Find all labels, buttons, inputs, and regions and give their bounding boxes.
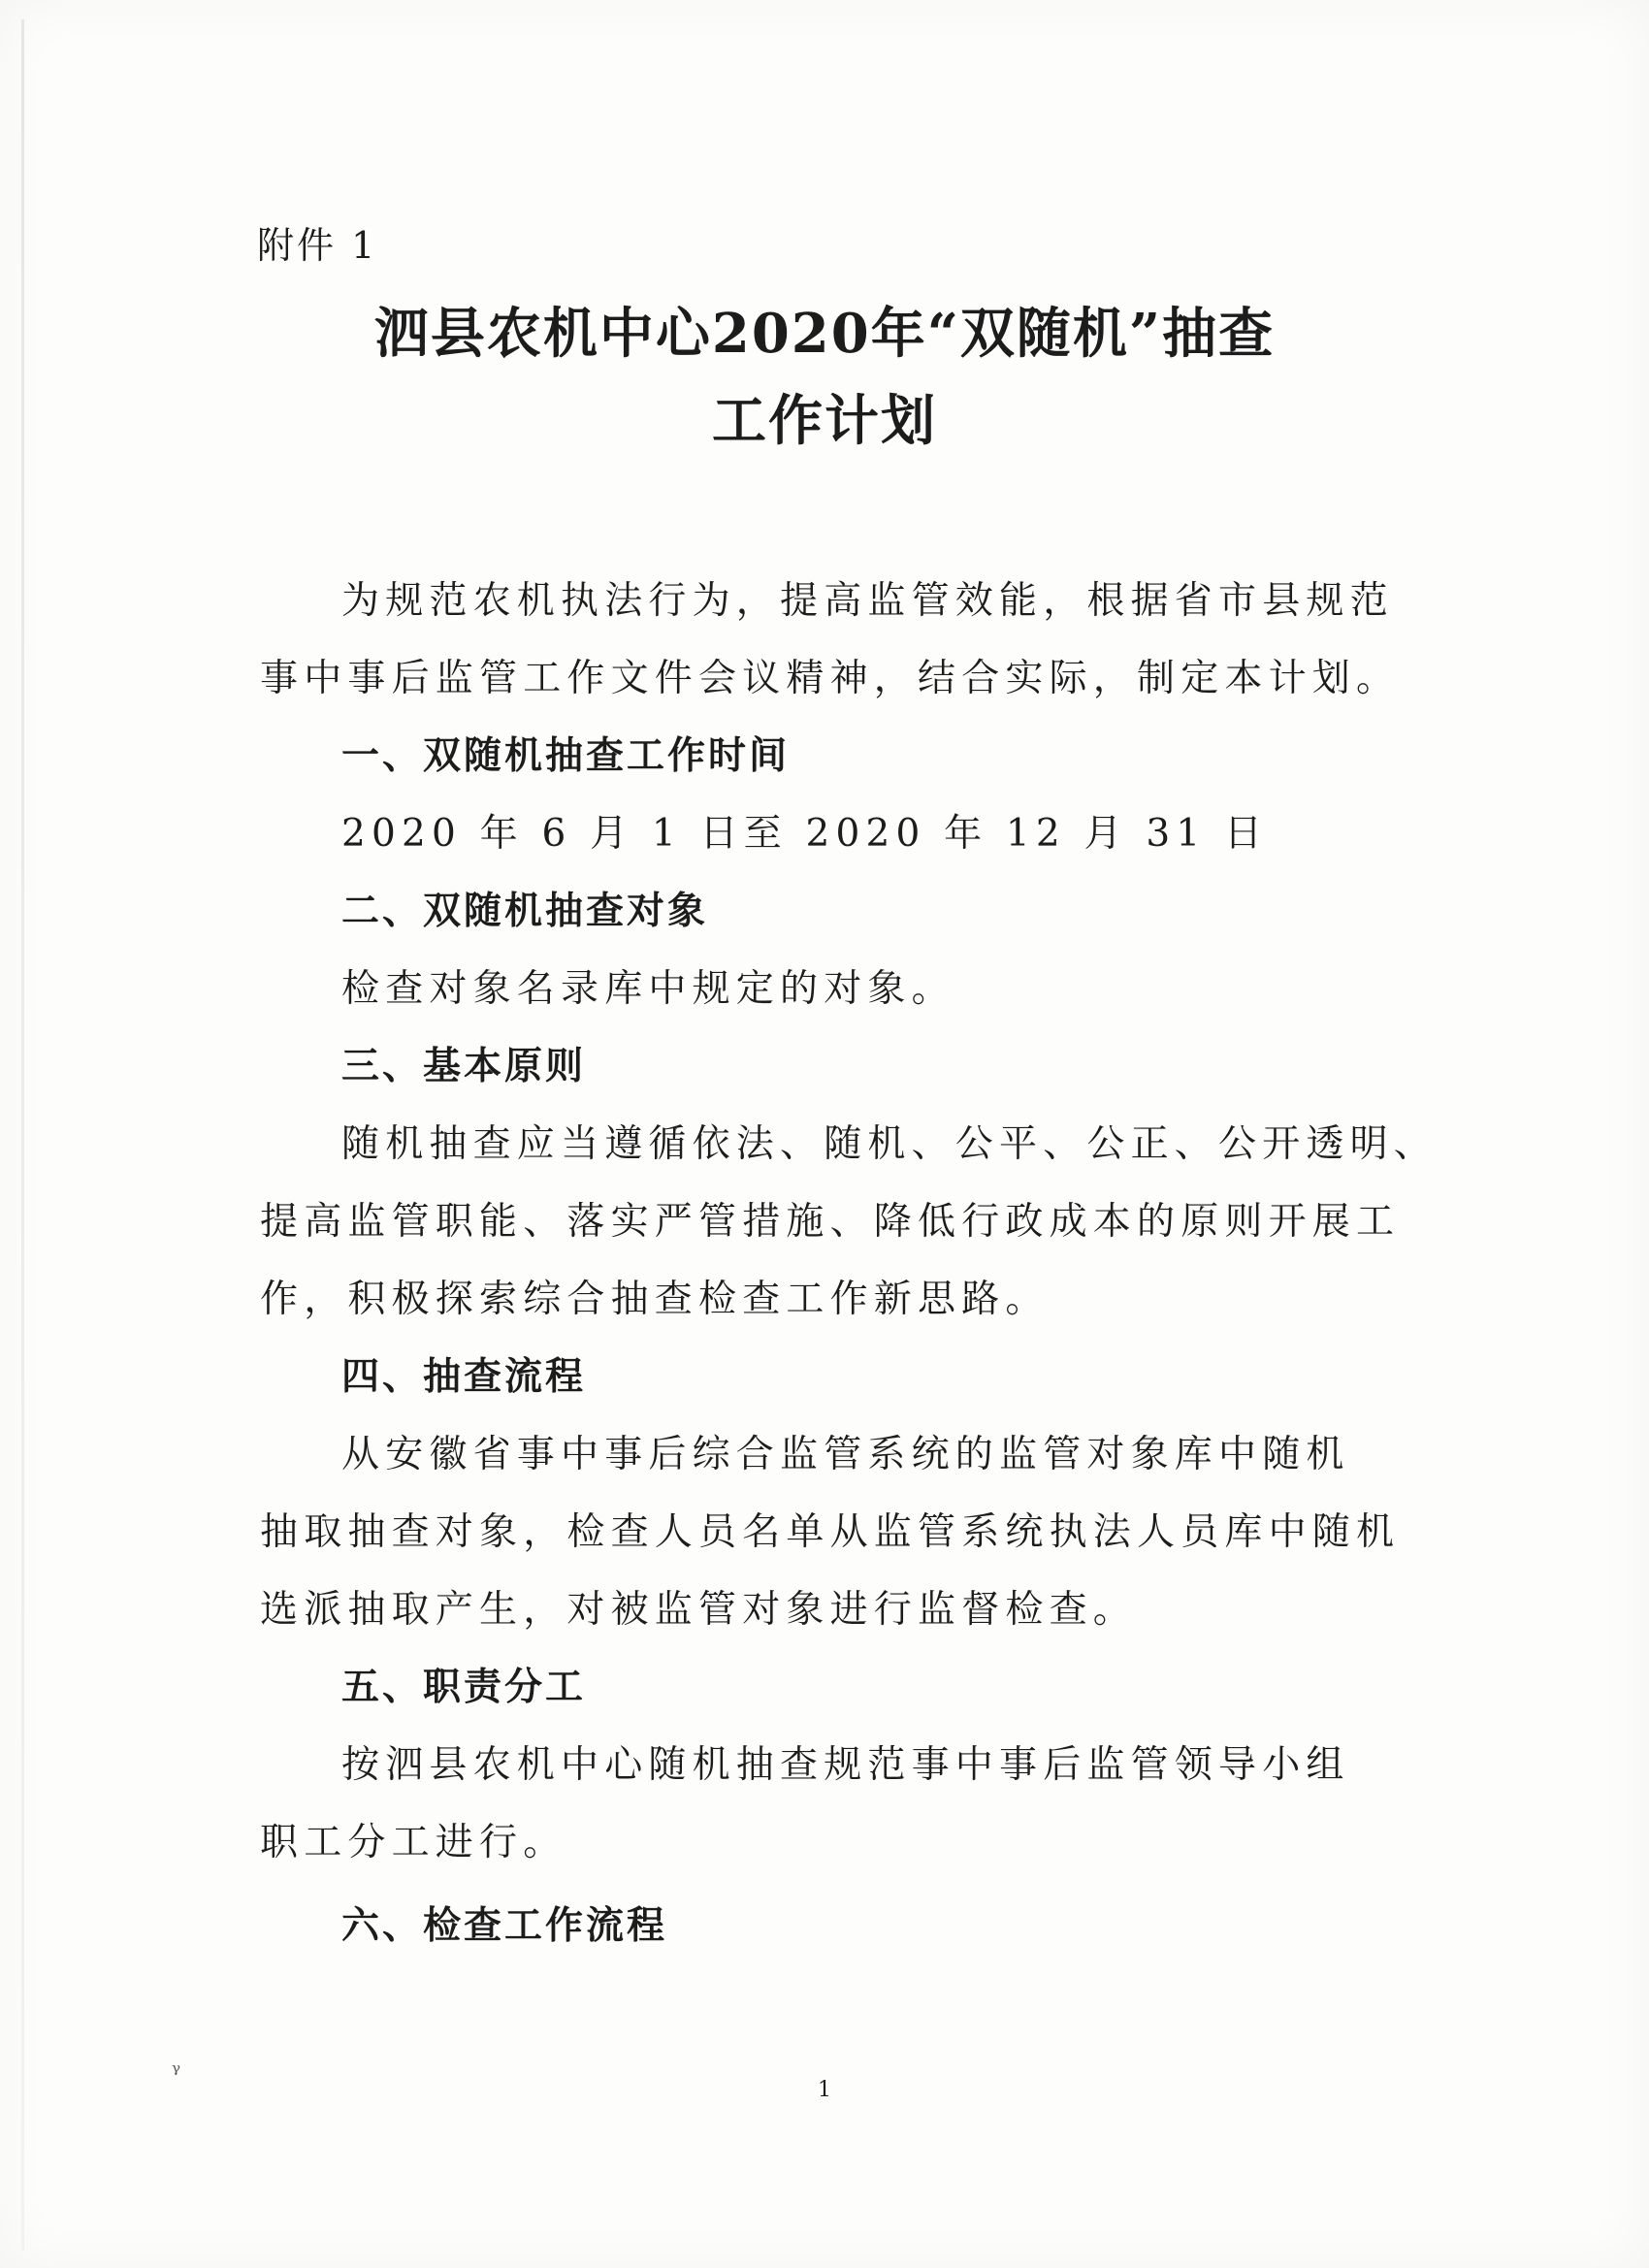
section-3-body-line-3: 作，积极探索综合抽查检查工作新思路。: [260, 1278, 1050, 1321]
document-title-line-1: 泗县农机中心2020年“双随机”抽查: [373, 302, 1276, 366]
document-title-line-2: 工作计划: [712, 389, 937, 453]
section-1-heading: 一、双随机抽查工作时间: [341, 733, 791, 778]
section-5-body-line-1: 按泗县农机中心随机抽查规范事中事后监管领导小组: [341, 1743, 1350, 1787]
attachment-label: 附件 1: [257, 224, 378, 267]
scan-mark: ᵞ: [172, 2058, 181, 2086]
section-1-body: 2020 年 6 月 1 日至 2020 年 12 月 31 日: [341, 812, 1269, 856]
section-4-body-line-3: 选派抽取产生，对被监管对象进行监督检查。: [260, 1588, 1138, 1632]
section-3-heading: 三、基本原则: [341, 1044, 587, 1088]
page-number: 1: [818, 2078, 831, 2102]
section-3-body-line-2: 提高监管职能、落实严管措施、降低行政成本的原则开展工: [260, 1200, 1401, 1244]
section-2-body: 检查对象名录库中规定的对象。: [341, 967, 955, 1011]
section-4-heading: 四、抽查流程: [341, 1354, 587, 1399]
scan-edge: [21, 19, 24, 2251]
section-4-body-line-2: 抽取抽查对象，检查人员名单从监管系统执法人员库中随机: [260, 1510, 1401, 1554]
section-4-body-line-1: 从安徽省事中事后综合监管系统的监管对象库中随机: [341, 1433, 1350, 1476]
section-5-heading: 五、职责分工: [341, 1665, 587, 1709]
section-2-heading: 二、双随机抽查对象: [341, 889, 709, 933]
section-6-heading: 六、检查工作流程: [341, 1903, 668, 1948]
intro-line-1: 为规范农机执法行为，提高监管效能，根据省市县规范: [341, 579, 1394, 623]
section-3-body-line-1: 随机抽查应当遵循依法、随机、公平、公正、公开透明、: [341, 1122, 1439, 1166]
section-5-body-line-2: 职工分工进行。: [260, 1821, 567, 1864]
intro-line-2: 事中事后监管工作文件会议精神，结合实际，制定本计划。: [260, 657, 1401, 700]
